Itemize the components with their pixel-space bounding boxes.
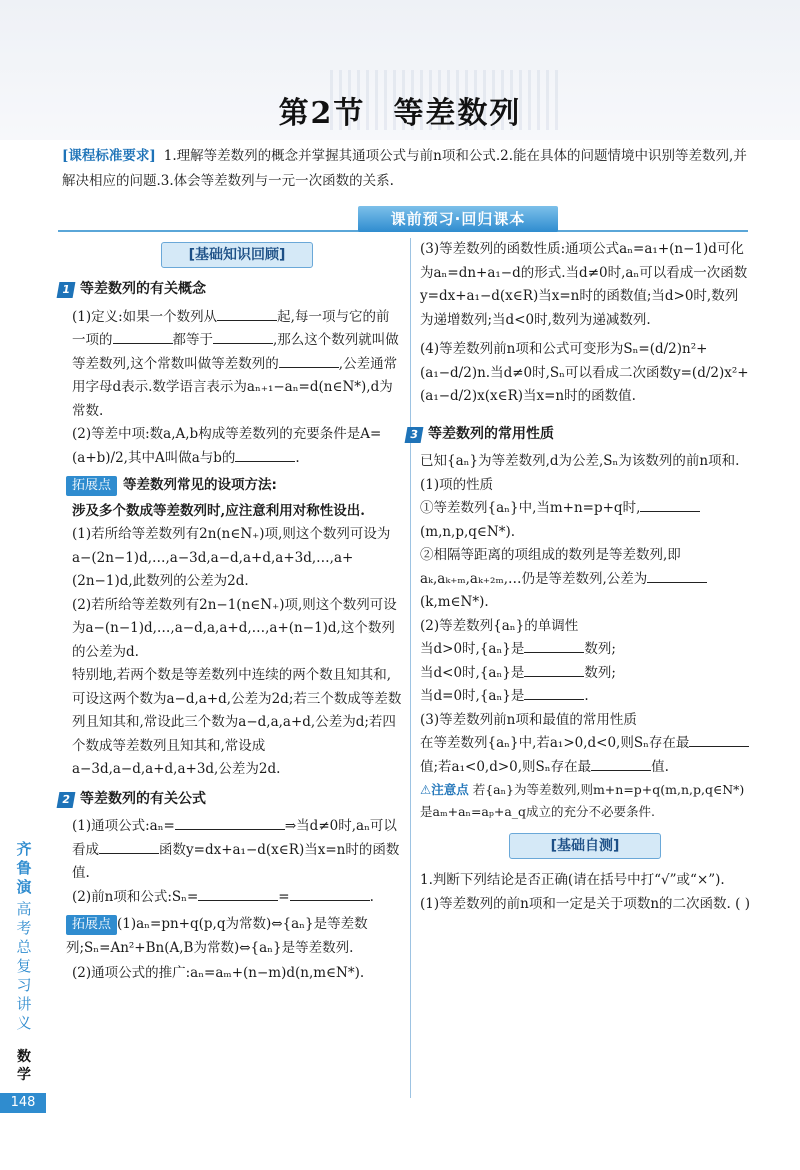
section3-number: 3 bbox=[405, 427, 424, 443]
section1-title: 等差数列的有关概念 bbox=[80, 281, 206, 297]
extension-label: 拓展点 bbox=[66, 915, 117, 935]
subject-label: 数学 bbox=[17, 1049, 31, 1083]
section-number: 第2节 bbox=[278, 96, 366, 131]
extension-box-2 bbox=[66, 913, 402, 960]
note-box bbox=[420, 779, 750, 823]
blank[interactable] bbox=[591, 756, 651, 771]
blank[interactable] bbox=[217, 306, 277, 321]
monotonicity-3: 当d=0时,{aₙ}是 . bbox=[420, 685, 750, 709]
banner-label: 课前预习·回归课本 bbox=[358, 206, 558, 232]
question-1: 1.判断下列结论是否正确(请在括号中打“√”或“×”). bbox=[420, 872, 725, 888]
blank[interactable] bbox=[647, 568, 707, 583]
blank[interactable] bbox=[689, 732, 749, 747]
extension-box-1 bbox=[66, 474, 402, 498]
self-test-pill: [基础自测] bbox=[509, 833, 661, 859]
curriculum-standard bbox=[62, 144, 752, 194]
extremum-heading: (3)等差数列前n项和最值的常用性质 bbox=[420, 711, 637, 728]
extension-lead: 涉及多个数成等差数列时,应注意利用对称性设出. bbox=[72, 502, 365, 519]
sum-variant-paragraph: (4)等差数列前n项和公式可变形为Sₙ=(d/2)n²+(a₁−d/2)n.当d≠0时,Sₙ可以看成二次函数y=(d/2)x²+(a₁−d/2)x(x∈R)当x=n时的函数值. bbox=[420, 341, 749, 404]
blank[interactable] bbox=[524, 662, 584, 677]
standard-tag: [课程标准要求] bbox=[62, 148, 156, 164]
function-property-paragraph: (3)等差数列的函数性质:通项公式aₙ=a₁+(n−1)d可化为aₙ=dn+a₁−d的形式.当d≠0时,aₙ可以看成一次函数y=dx+a₁−d(x∈R)当x=n时的函数值;当d>0时,数列为递增数列;当d<0时,数列为递减数列. bbox=[420, 241, 748, 328]
standard-text: 1.理解等差数列的概念并掌握其通项公式与前n项和公式.2.能在具体的问题情境中识别等差数列,并解决相应的问题.3.体会等差数列与一元一次函数的关系. bbox=[62, 148, 747, 189]
blank[interactable] bbox=[524, 685, 584, 700]
general-term-extension: (2)通项公式的推广:aₙ=aₘ+(n−m)d(n,m∈N*). bbox=[72, 965, 365, 981]
section-banner bbox=[58, 204, 748, 234]
note-text: 若{aₙ}为等差数列,则m+n=p+q(m,n,p,q∈N*)是aₘ+aₙ=aₚ+a_q成立的充分不必要条件. bbox=[420, 782, 745, 819]
answer-paren[interactable]: ( ) bbox=[735, 895, 750, 912]
blank[interactable] bbox=[290, 886, 370, 901]
page-title bbox=[0, 88, 800, 132]
section3-title: 等差数列的常用性质 bbox=[428, 425, 554, 442]
term-property-heading: (1)项的性质 bbox=[420, 476, 494, 493]
blank[interactable] bbox=[175, 815, 285, 830]
blank[interactable] bbox=[99, 839, 159, 854]
right-column bbox=[409, 238, 750, 916]
monotonicity-1: 当d>0时,{aₙ}是 数列; bbox=[420, 638, 750, 662]
series-title: 高考总复习讲义 bbox=[16, 900, 32, 1032]
brand-logo: 齐鲁演 bbox=[16, 840, 32, 896]
blank[interactable] bbox=[279, 353, 339, 368]
blank[interactable] bbox=[235, 447, 295, 462]
section2-title: 等差数列的有关公式 bbox=[80, 790, 206, 807]
extension-item-2: (2)若所给等差数列有2n−1(n∈N₊)项,则这个数列可设为a−(n−1)d,…,a−d,a,a+d,…,a+(n−1)d,这个数列的公差为d. bbox=[72, 596, 397, 660]
section1-number: 1 bbox=[57, 282, 76, 298]
blank[interactable] bbox=[640, 497, 700, 512]
term-property-1: ①等差数列{aₙ}中,当m+n=p+q时,(m,n,p,q∈N*). bbox=[420, 497, 750, 544]
extremum-paragraph: 在等差数列{aₙ}中,若a₁>0,d<0,则Sₙ存在最值;若a₁<0,d>0,则Sₙ存在最 值. bbox=[420, 732, 750, 779]
extension-text: (1)aₙ=pn+q(p,q为常数)⇔{aₙ}是等差数列;Sₙ=An²+Bn(A,B为常数)⇔{aₙ}是等差数列. bbox=[66, 916, 368, 956]
section2-number: 2 bbox=[57, 792, 76, 808]
general-term-paragraph: (1)通项公式:aₙ= ⇒当d≠0时,aₙ可以看成 函数y=dx+a₁−d(x∈R)当x=n时的函数值. bbox=[72, 815, 402, 886]
term-property-2: ②相隔等距离的项组成的数列是等差数列,即aₖ,aₖ₊ₘ,aₖ₊₂ₘ,…仍是等差数列,公差为(k,m∈N*). bbox=[420, 544, 750, 615]
sum-formula-paragraph: (2)前n项和公式:Sₙ= = . bbox=[72, 886, 402, 910]
blank[interactable] bbox=[213, 329, 273, 344]
section3-lead: 已知{aₙ}为等差数列,d为公差,Sₙ为该数列的前n项和. bbox=[420, 453, 740, 469]
column-divider bbox=[410, 238, 411, 1098]
left-column bbox=[61, 238, 402, 986]
warning-icon: ⚠ bbox=[420, 782, 432, 797]
section-title: 等差数列 bbox=[393, 96, 522, 131]
section2-heading bbox=[58, 788, 402, 812]
monotonicity-heading: (2)等差数列{aₙ}的单调性 bbox=[420, 617, 579, 634]
note-label: 注意点 bbox=[431, 782, 469, 797]
page-number: 148 bbox=[0, 1093, 46, 1113]
extension-title: 等差数列常见的设项方法: bbox=[123, 477, 277, 493]
middle-term-paragraph: (2)等差中项:数a,A,b构成等差数列的充要条件是A=(a+b)/2,其中A叫做a与b的 . bbox=[72, 426, 382, 466]
monotonicity-2: 当d<0时,{aₙ}是 数列; bbox=[420, 662, 750, 686]
side-strip bbox=[0, 840, 46, 1170]
definition-paragraph: (1)定义:如果一个数列从 起,每一项与它的前一项的 都等于 ,那么这个数列就叫做等差数列,这个常数叫做等差数列的 ,公差通常用字母d表示.数学语言表示为aₙ₊₁−aₙ=d(n∈N*),d为常数. bbox=[72, 306, 402, 424]
extension-item-1: (1)若所给等差数列有2n(n∈N₊)项,则这个数列可设为a−(2n−1)d,…,a−3d,a−d,a+d,a+3d,…,a+(2n−1)d,此数列的公差为2d. bbox=[72, 526, 391, 589]
extension-label: 拓展点 bbox=[66, 476, 117, 496]
question-1-1: (1)等差数列的前n项和一定是关于项数n的二次函数. ( ) bbox=[420, 893, 750, 917]
blank[interactable] bbox=[524, 638, 584, 653]
section3-heading bbox=[406, 423, 750, 447]
blank[interactable] bbox=[198, 886, 278, 901]
extension-item-3: 特别地,若两个数是等差数列中连续的两个数且知其和,可设这两个数为a−d,a+d,公差为2d;若三个数成等差数列且知其和,常设此三个数为a−d,a,a+d,公差为d;若四个数成等差数列且知其和,常设成a−3d,a−d,a+d,a+3d,公差为2d. bbox=[72, 667, 402, 777]
blank[interactable] bbox=[113, 329, 173, 344]
section1-heading bbox=[58, 278, 402, 302]
basic-knowledge-pill: [基础知识回顾] bbox=[161, 242, 313, 268]
